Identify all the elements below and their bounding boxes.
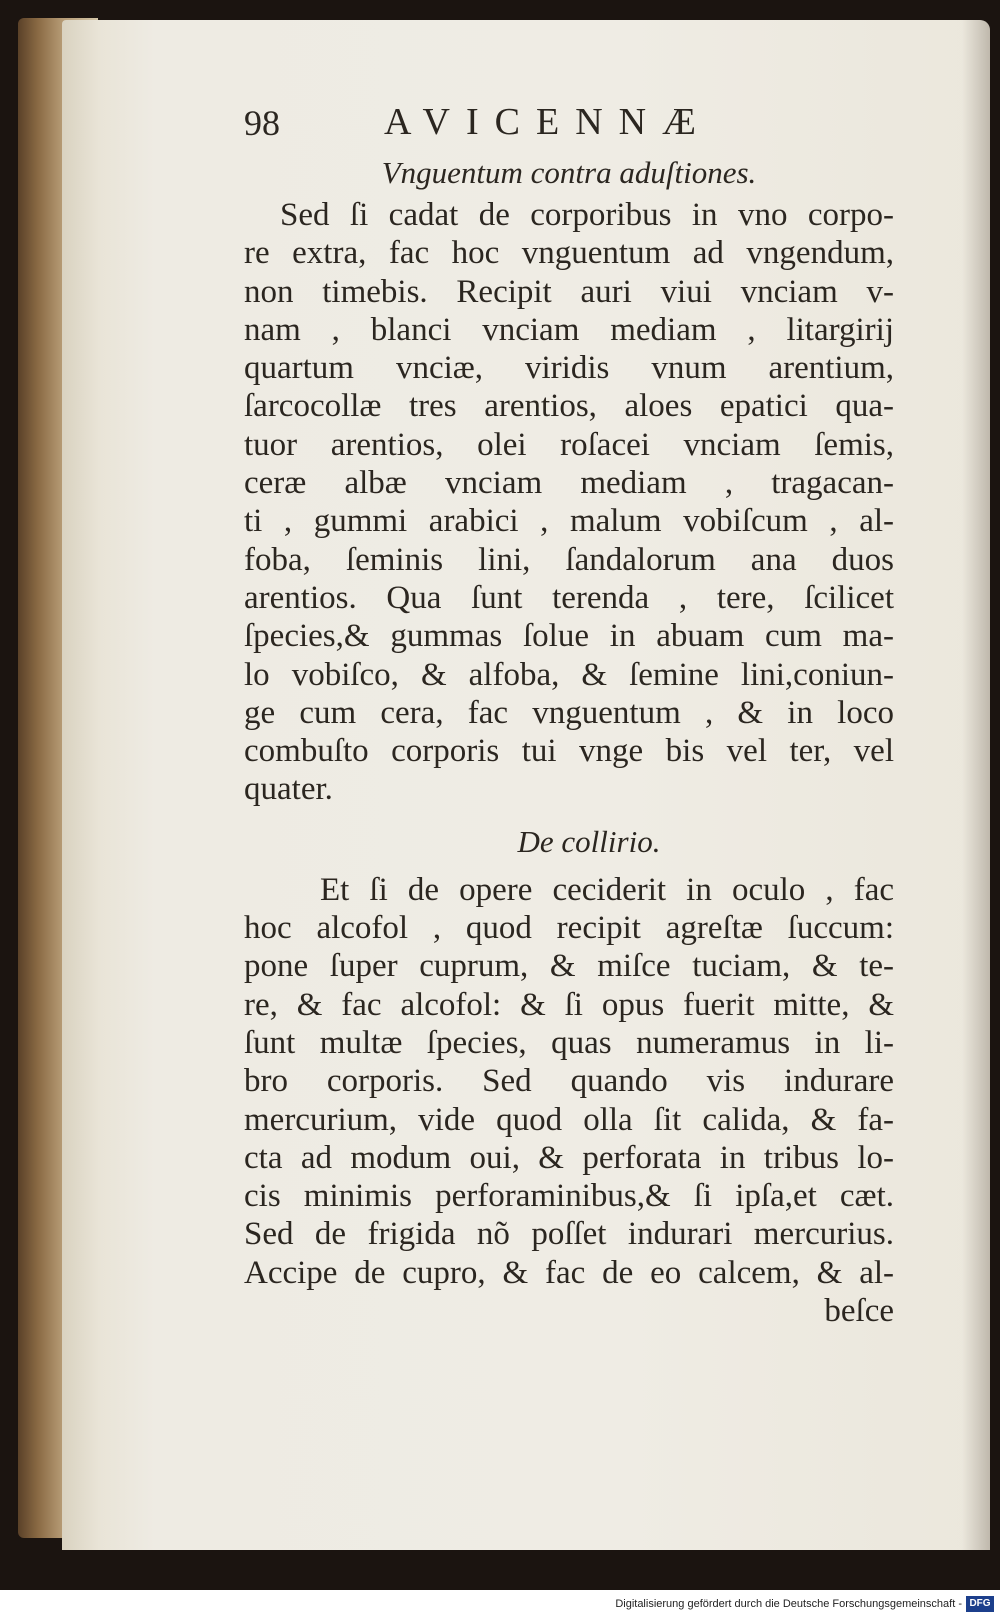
text-line: Accipe de cupro, & fac de eo calcem, & al- (244, 1254, 894, 1291)
text-line: ceræ albæ vnciam mediam , tragacan- (244, 465, 894, 502)
running-head (244, 96, 894, 154)
text-line: ti , gummi arabici , malum vobiſcum , al- (244, 503, 894, 540)
section-heading-unguent: Vnguentum contra aduſtiones. (381, 155, 757, 190)
text-line: bro corporis. Sed quando vis indurare (244, 1063, 894, 1100)
text-line: hoc alcofol , quod recipit agreſtæ ſuccum: (244, 910, 894, 947)
text-line: ſpecies,& gummas ſolue in abuam cum ma- (244, 618, 894, 655)
section-heading-collyrium: De collirio. (517, 823, 661, 859)
text-block (244, 96, 894, 1330)
text-line: combuſto corporis tui vnge bis vel ter, vel (244, 733, 894, 770)
text-line: mercurium, vide quod olla ſit calida, & fa- (244, 1101, 894, 1138)
text-line: quater. (244, 771, 333, 808)
text-line: lo vobiſco, & alfoba, & ſemine lini,coniun- (244, 656, 894, 693)
dfg-logo-icon: DFG (966, 1596, 994, 1612)
text-line: arentios. Qua ſunt terenda , tere, ſcilicet (244, 579, 894, 616)
text-line: Sed de frigida nõ poſſet indurari mercurius. (244, 1216, 894, 1253)
paragraph-collyrium (244, 871, 894, 1331)
text-line: Et ſi de opere ceciderit in oculo , fac (320, 871, 894, 908)
text-line: Sed ſi cadat de corporibus in vno corpo- (280, 197, 894, 233)
text-line: quartum vnciæ, viridis vnum arentium, (244, 350, 894, 387)
running-title: AVICENNÆ (384, 101, 712, 143)
text-line: non timebis. Recipit auri viui vnciam v- (244, 273, 894, 310)
text-line: cta ad modum oui, & perforata in tribus lo- (244, 1139, 894, 1176)
page-number: 98 (244, 103, 280, 143)
text-line: re extra, fac hoc vnguentum ad vngendum, (244, 235, 894, 272)
footer-bar (0, 1590, 1000, 1622)
text-line: ſunt multæ ſpecies, quas numeramus in li- (244, 1024, 894, 1061)
page-shadow (962, 20, 990, 1550)
text-line: ſarcocollæ tres arentios, aloes epatici qua- (244, 388, 894, 425)
funding-credit: Digitalisierung gefördert durch die Deutsche Forschungsgemeinschaft - (615, 1598, 962, 1610)
text-line: cis minimis perforaminibus,& ſi ipſa,et cæt. (244, 1178, 894, 1215)
text-line: re, & fac alcofol: & ſi opus fuerit mitte, & (244, 986, 894, 1023)
catchword: beſce (824, 1293, 894, 1330)
paragraph-unguent (244, 196, 894, 809)
text-line: ge cum cera, fac vnguentum , & in loco (244, 694, 894, 731)
text-line: foba, ſeminis lini, ſandalorum ana duos (244, 541, 894, 578)
text-line: nam , blanci vnciam mediam , litargirij (244, 311, 894, 348)
text-line: pone ſuper cuprum, & miſce tuciam, & te- (244, 948, 894, 985)
text-line: tuor arentios, olei roſacei vnciam ſemis, (244, 426, 894, 463)
